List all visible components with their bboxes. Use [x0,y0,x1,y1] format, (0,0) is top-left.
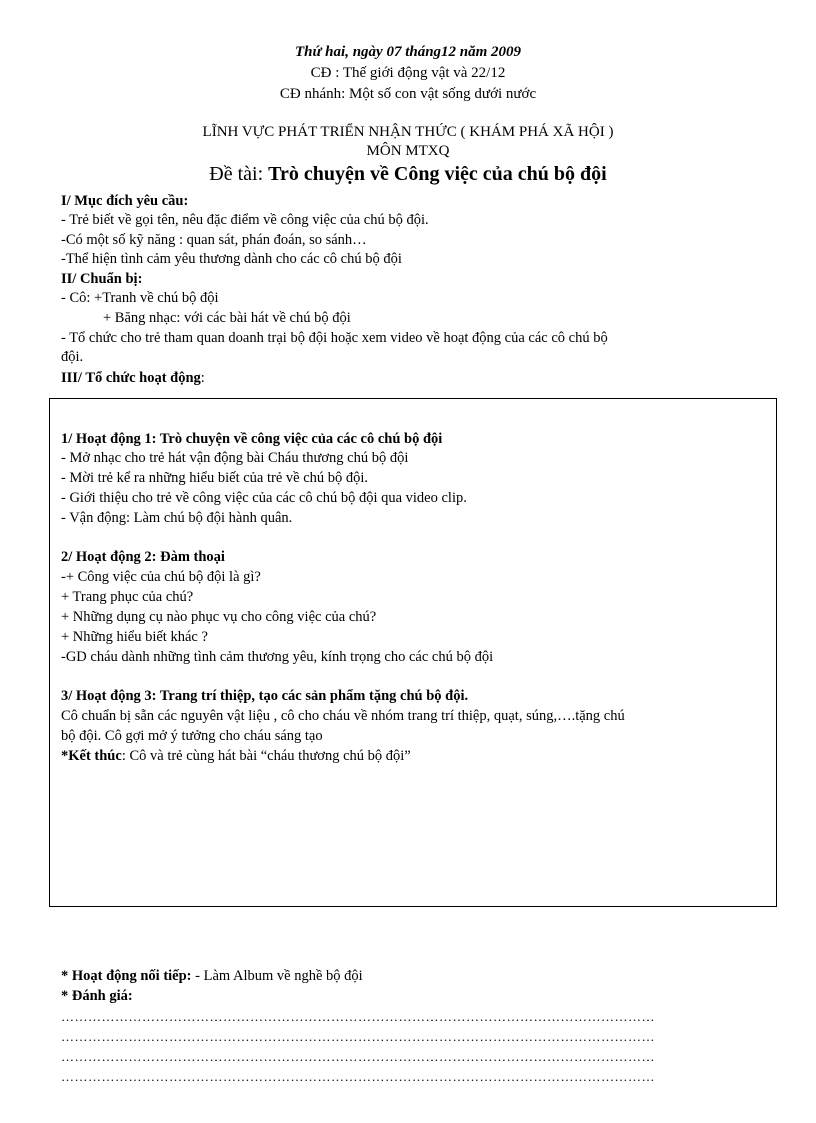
followup-text: - Làm Album về nghề bộ đội [191,968,363,984]
evaluation-dotted-line: …………………………………………………………………………………………………………………… [61,1049,655,1064]
preparation-item: đội. [61,349,84,365]
activity3-item: bộ đội. Cô gợi mở ý tưởng cho cháu sáng tạo [61,728,323,744]
activity1-item: - Vận động: Làm chú bộ đội hành quân. [61,510,293,526]
activity2-item: -+ Công việc của chú bộ đội là gì? [61,569,261,585]
activity2-item: + Những dụng cụ nào phục vụ cho công việc của chú? [61,609,377,625]
objective-item: -Thể hiện tình cảm yêu thương dành cho các cô chú bộ đội [61,251,402,267]
evaluation-label: * Đánh giá: [61,988,133,1004]
date-line: Thứ hai, ngày 07 tháng12 năm 2009 [294,44,522,60]
activity2-item: + Trang phục của chú? [61,589,194,605]
activity-ending [61,746,411,766]
organization-heading [61,368,205,388]
activity1-item: - Mời trẻ kể ra những hiểu biết của trẻ về chú bộ đội. [61,470,369,486]
activity1-heading: 1/ Hoạt động 1: Trò chuyện về công việc của các cô chú bộ đội [61,431,443,447]
activity1-item: - Giới thiệu cho trẻ về công việc của các cô chú bộ đội qua video clip. [61,490,467,506]
ending-text: : Cô và trẻ cùng hát bài “cháu thương chú bộ đội” [121,748,411,764]
evaluation-dotted-line: …………………………………………………………………………………………………………………… [61,1029,655,1044]
preparation-item: - Tổ chức cho trẻ tham quan doanh trại bộ đội hoặc xem video về hoạt động của các cô chú bộ [61,330,608,346]
objectives-heading: I/ Mục đích yêu cầu: [61,193,189,209]
subtheme-line: CĐ nhánh: Một số con vật sống dưới nước [279,86,537,102]
followup-line [61,966,363,986]
activity3-item: Cô chuẩn bị sẵn các nguyên vật liệu , cô cho cháu về nhóm trang trí thiệp, quạt, súng,….tặng chú [61,708,625,724]
activity2-item: + Những hiểu biết khác ? [61,629,208,645]
topic-title [0,163,816,186]
organization-heading-text: III/ Tổ chức hoạt động [61,370,201,386]
organization-heading-colon: : [200,370,205,386]
preparation-heading: II/ Chuẩn bị: [61,271,143,287]
topic-name: Trò chuyện về Công việc của chú bộ đội [268,163,607,185]
objective-item: -Có một số kỹ năng : quan sát, phán đoán, so sánh… [61,232,367,248]
preparation-item: - Cô: +Tranh về chú bộ đội [61,290,219,306]
evaluation-dotted-line: …………………………………………………………………………………………………………………… [61,1069,655,1084]
ending-label: *Kết thúc [61,748,122,764]
topic-prefix: Đề tài: [209,163,269,185]
theme-line: CĐ : Thế giới động vật và 22/12 [310,65,506,81]
subject-title: MÔN MTXQ [366,143,450,159]
activity2-item: -GD cháu dành những tình cảm thương yêu, kính trọng cho các chú bộ đội [61,649,494,665]
preparation-item: + Băng nhạc: với các bài hát về chú bộ đội [103,310,351,326]
field-title: LĨNH VỰC PHÁT TRIỂN NHẬN THỨC ( KHÁM PHÁ XÃ HỘI ) [202,124,614,140]
activity1-item: - Mở nhạc cho trẻ hát vận động bài Cháu thương chú bộ đội [61,450,409,466]
activity2-heading: 2/ Hoạt động 2: Đàm thoại [61,549,225,565]
objective-item: - Trẻ biết về gọi tên, nêu đặc điểm về công việc của chú bộ đội. [61,212,429,228]
followup-label: * Hoạt động nối tiếp: [61,968,192,984]
activity3-heading: 3/ Hoạt động 3: Trang trí thiệp, tạo các sản phẩm tặng chú bộ đội. [61,688,469,704]
evaluation-dotted-line: …………………………………………………………………………………………………………………… [61,1009,655,1024]
